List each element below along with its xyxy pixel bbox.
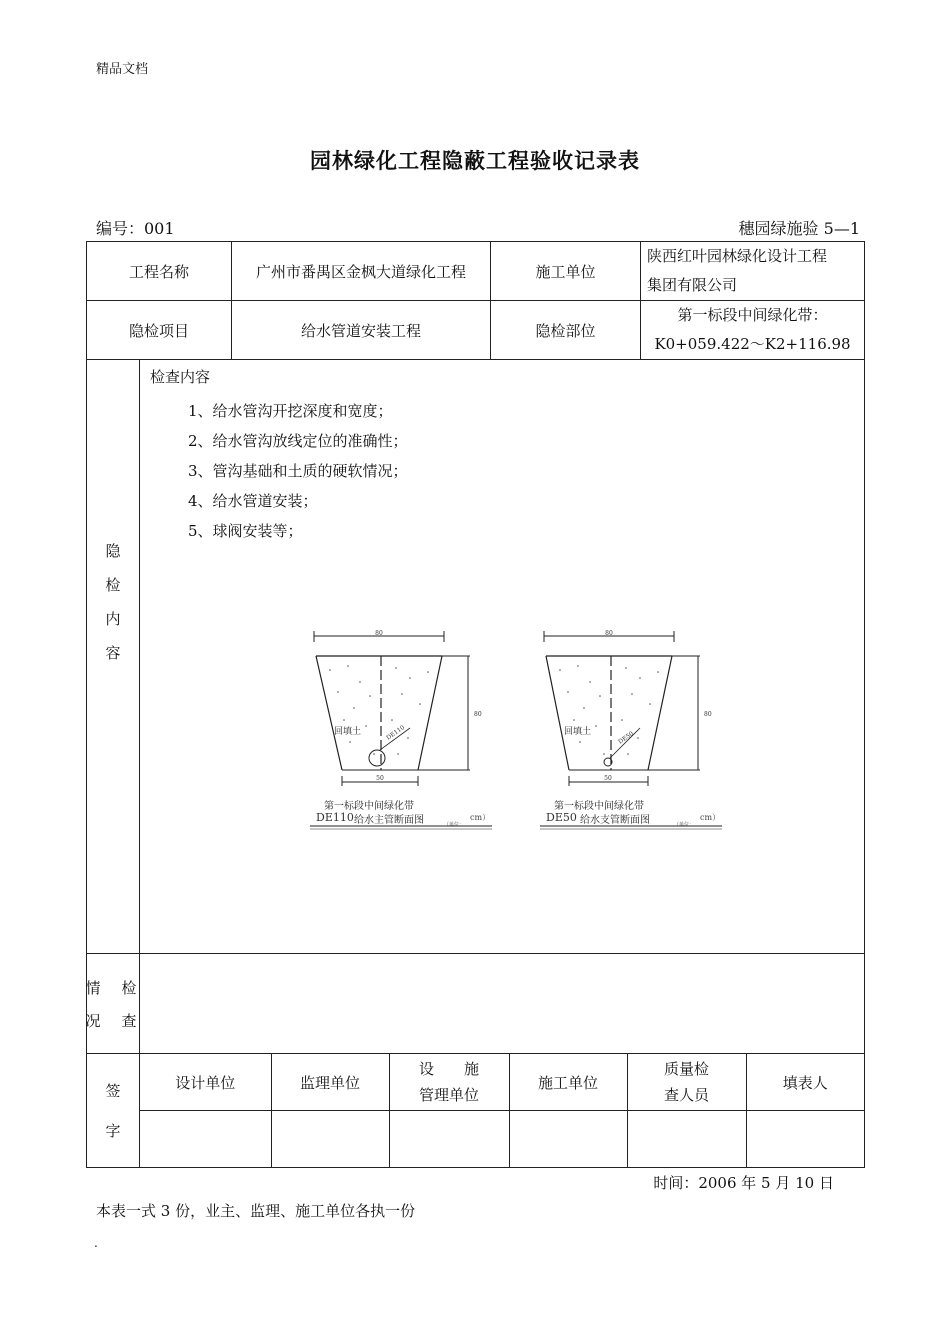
contractor-line-2: 集团有限公司 <box>647 276 738 294</box>
quality-line-1: 质量检 <box>663 1060 709 1078</box>
inspection-item-value: 给水管道安装工程 <box>232 301 491 360</box>
sign-char: 签 <box>105 1081 121 1100</box>
quality-inspector-signature[interactable] <box>627 1111 746 1168</box>
copies-note: 本表一式 3 份，业主、监理、施工单位各执一份 <box>96 1202 416 1220</box>
inspection-location-label: 隐检部位 <box>491 301 641 360</box>
side-dimension: 80 <box>474 711 482 718</box>
supervision-unit-label: 监理单位 <box>271 1054 389 1111</box>
signature-table <box>140 1054 864 1167</box>
side-char: 检 <box>105 575 121 594</box>
unit-cm: cm） <box>700 813 721 822</box>
unit-label: （单位： <box>444 822 465 828</box>
signature-block <box>140 1054 865 1168</box>
side-dimension: 80 <box>704 711 712 718</box>
check-item: 2、给水管沟放线定位的准确性； <box>188 432 408 450</box>
side-char: 内 <box>105 609 121 628</box>
inspection-record-table <box>86 241 865 1168</box>
construction-unit-signature[interactable] <box>509 1111 627 1168</box>
contractor-label: 施工单位 <box>491 242 641 301</box>
backfill-label: 回填土 <box>334 727 362 737</box>
form-filler-label: 填表人 <box>746 1054 864 1111</box>
quality-line-2: 查人员 <box>663 1086 709 1104</box>
construction-unit-label: 施工单位 <box>509 1054 627 1111</box>
unit-cm: cm） <box>470 813 491 822</box>
check-list <box>188 396 408 546</box>
status-char: 况 <box>85 1011 101 1030</box>
contractor-line-1: 陕西红叶园林绿化设计工程 <box>647 247 828 265</box>
record-date: 时间：2006 年 5 月 10 日 <box>653 1174 834 1192</box>
design-unit-label: 设计单位 <box>140 1054 271 1111</box>
trench-section-drawing-branch <box>540 630 740 870</box>
bottom-dimension: 50 <box>604 775 612 782</box>
project-name-label: 工程名称 <box>87 242 232 301</box>
status-char: 情 <box>85 978 101 997</box>
top-dimension: 80 <box>375 630 383 637</box>
bottom-dimension: 50 <box>376 775 384 782</box>
check-item: 1、给水管沟开挖深度和宽度； <box>188 402 393 420</box>
form-number: 穗园绿施验 5—1 <box>738 219 860 238</box>
drawing-caption-2: 给水主管断面图 <box>354 815 424 826</box>
check-item: 5、球阀安装等； <box>188 522 303 540</box>
supervision-unit-signature[interactable] <box>271 1111 389 1168</box>
page-title: 园林绿化工程隐蔽工程验收记录表 <box>310 148 640 173</box>
backfill-label: 回填土 <box>564 727 592 737</box>
inspection-location-value <box>641 301 865 360</box>
trench-section-drawing-main <box>310 630 510 870</box>
unit-label: （单位： <box>674 822 695 828</box>
status-char: 查 <box>121 1011 137 1030</box>
de-mark: DE110 <box>316 811 354 824</box>
facility-unit-signature[interactable] <box>389 1111 509 1168</box>
design-unit-signature[interactable] <box>140 1111 271 1168</box>
check-item: 4、给水管道安装； <box>188 492 318 510</box>
form-filler-signature[interactable] <box>746 1111 864 1168</box>
check-item: 3、管沟基础和土质的硬软情况； <box>188 462 408 480</box>
status-char: 检 <box>121 978 137 997</box>
quality-inspector-label <box>627 1054 746 1111</box>
facility-line-2: 管理单位 <box>418 1086 479 1104</box>
inspection-content <box>140 360 865 954</box>
facility-line-1: 设 施 <box>418 1060 479 1078</box>
document-number: 编号：001 <box>96 219 175 238</box>
location-line-1: 第一标段中间绿化带： <box>677 306 828 324</box>
pipe-label: DE110 <box>385 724 407 742</box>
facility-unit-label <box>389 1054 509 1111</box>
sign-char: 字 <box>105 1121 121 1140</box>
check-content-heading: 检查内容 <box>150 368 211 386</box>
side-char: 容 <box>105 643 121 662</box>
content-side-label <box>87 360 140 954</box>
inspection-item-label: 隐检项目 <box>87 301 232 360</box>
header-note: 精品文档 <box>96 62 149 77</box>
pipe-label: DE50 <box>617 730 635 746</box>
drawing-caption-1: 第一标段中间绿化带 <box>324 801 414 812</box>
inspection-status-value[interactable] <box>140 954 865 1054</box>
location-line-2: K0+059.422～K2+116.98 <box>654 335 851 353</box>
project-name-value: 广州市番禺区金枫大道绿化工程 <box>232 242 491 301</box>
de-mark: DE50 <box>546 811 577 824</box>
side-char: 隐 <box>105 541 121 560</box>
drawing-caption-2: 给水支管断面图 <box>580 815 650 826</box>
drawing-caption-1: 第一标段中间绿化带 <box>554 801 644 812</box>
footer-dot: . <box>94 1236 98 1250</box>
contractor-value <box>641 242 865 301</box>
inspection-status-label <box>87 954 140 1054</box>
signature-side-label <box>87 1054 140 1168</box>
top-dimension: 80 <box>605 630 613 637</box>
